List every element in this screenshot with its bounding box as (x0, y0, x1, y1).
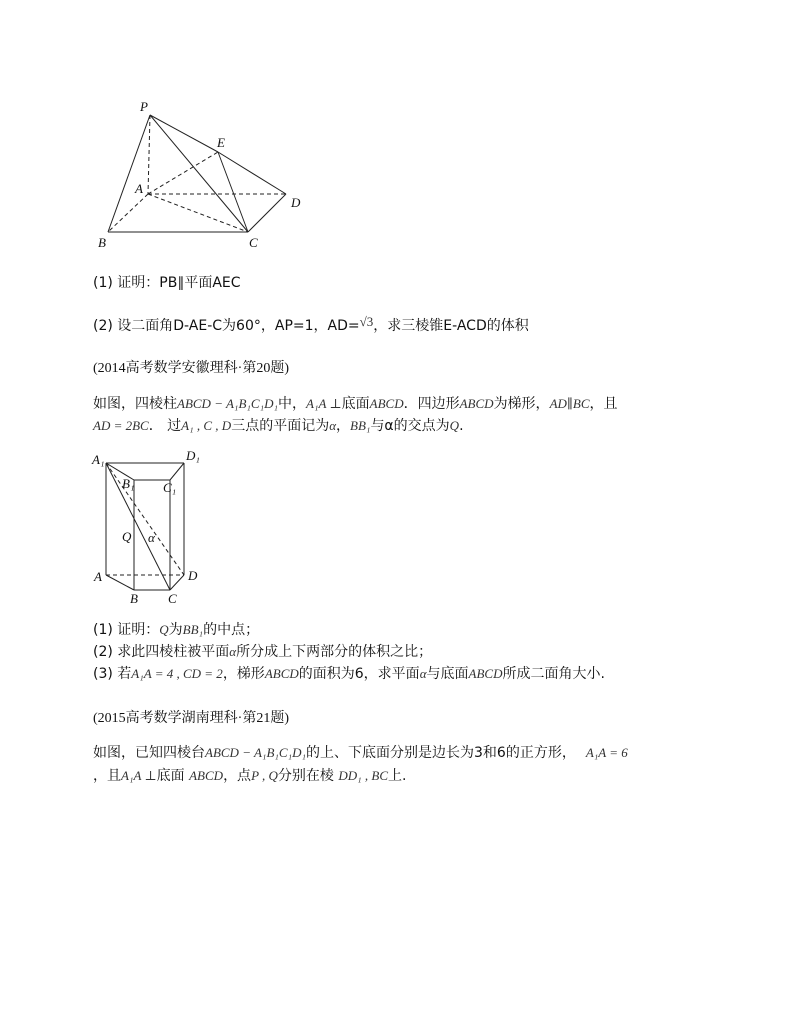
label-A1: A₁ (92, 452, 105, 467)
edge-AB (106, 575, 134, 590)
math: P , Q (251, 768, 278, 783)
math: A₁A ⊥ (306, 396, 342, 411)
math: A₁ , C , D (181, 418, 232, 433)
edge-CD (170, 575, 184, 590)
text: (1) 证明： (93, 622, 160, 638)
edge-A1C (106, 463, 170, 590)
text: . (459, 418, 464, 434)
label-P: P (140, 99, 148, 114)
label-C: C (249, 235, 258, 250)
text: 的面积为6，求平面 (298, 666, 420, 682)
figure-pyramid (90, 95, 310, 255)
label-D: D (291, 195, 301, 210)
problem2-statement-line2 (93, 417, 464, 435)
text: ，且 (93, 768, 121, 784)
problem3-source: (2015高考数学湖南理科·第21题) (93, 711, 289, 726)
text: 为梯形， (493, 396, 550, 412)
problem3-statement-line2 (93, 767, 407, 785)
text: 三点的平面记为 (231, 418, 330, 434)
text: 分别在棱 (277, 768, 339, 784)
text: 的上、下底面分别是边长为3和6的正方形， (306, 745, 576, 761)
math: α (419, 666, 427, 681)
text: 所分成上下两部分的体积之比； (236, 644, 433, 660)
text: 为 (168, 622, 183, 638)
problem2-source: (2014高考数学安徽理科·第20题) (93, 361, 289, 376)
edge-AE (148, 152, 218, 194)
text: 的中点； (203, 622, 260, 638)
math: ABCD (189, 768, 224, 783)
math: ABCD (369, 396, 404, 411)
label-D: D (188, 568, 198, 583)
problem1-question2 (93, 314, 529, 335)
text: (2) 求此四棱柱被平面 (93, 644, 230, 660)
text: ，梯形 (222, 666, 265, 682)
problem2-question1 (93, 621, 259, 639)
label-Q: Q (122, 529, 132, 544)
problem2-question2 (93, 643, 432, 661)
math: ABCD (459, 396, 494, 411)
label-E: E (217, 135, 225, 150)
math: ABCD (264, 666, 299, 681)
text: 如图，已知四棱台 (93, 745, 205, 761)
label-alpha: α (148, 530, 155, 545)
math: ABCD − A₁B₁C₁D₁ (205, 745, 306, 760)
text: 与α的交点为 (370, 418, 450, 434)
text: 如图，四棱柱 (93, 396, 177, 412)
edge-AB (108, 194, 148, 232)
label-A: A (94, 569, 102, 584)
edge-PA (148, 115, 150, 194)
math: Q (449, 418, 460, 433)
text: (3) 若 (93, 666, 132, 682)
text: ， (336, 418, 351, 434)
math: α (329, 418, 337, 433)
text: 与底面 (426, 666, 469, 682)
problem2-question3 (93, 665, 605, 683)
text: ． 过 (148, 418, 182, 434)
math: A₁A = 4 , CD = 2 (131, 666, 223, 681)
problem2-statement-line1 (93, 395, 618, 413)
label-B1: B₁ (122, 476, 135, 491)
edge-CD (248, 194, 286, 232)
math: Q (159, 622, 169, 637)
text: 中， (278, 396, 306, 412)
text: 所成二面角大小. (502, 666, 605, 682)
figure-prism (88, 450, 218, 610)
label-C1: C₁ (163, 480, 177, 495)
text: 底面 (156, 768, 190, 784)
label-B: B (130, 591, 138, 606)
text: ，点 (223, 768, 252, 784)
edge-PC (150, 115, 248, 232)
q2-suffix: ，求三棱锥E-ACD的体积 (373, 318, 529, 334)
math: AD = 2BC (93, 418, 149, 433)
math: α (229, 644, 237, 659)
text: ．四边形 (403, 396, 460, 412)
edge-PB (108, 115, 150, 232)
text: ，且 (589, 396, 618, 412)
edge-EC (218, 152, 248, 232)
math: BB₁ (350, 418, 371, 433)
edge-AC (148, 194, 248, 232)
q2-sqrt: √3 (359, 314, 374, 329)
math: A₁A = 6 (585, 745, 628, 760)
text: 上. (388, 768, 407, 784)
math: ABCD (468, 666, 503, 681)
problem1-question1: (1) 证明：PB∥平面AEC (93, 275, 241, 291)
math: ABCD − A₁B₁C₁D₁ (177, 396, 278, 411)
edge-C1D1 (170, 463, 184, 480)
math: BB₁ (182, 622, 204, 637)
edge-ED (218, 152, 286, 194)
label-D1: D₁ (186, 450, 200, 463)
problem3-statement-line1 (93, 744, 628, 762)
label-A: A (135, 181, 143, 196)
label-B: B (98, 235, 106, 250)
q2-prefix: (2) 设二面角D-AE-C为60°，AP=1，AD= (93, 318, 360, 334)
math: AD∥BC (549, 396, 590, 411)
text: 底面 (341, 396, 370, 412)
math: DD₁ , BC (338, 768, 389, 783)
edge-PE (150, 115, 218, 152)
label-C: C (168, 591, 177, 606)
math: A₁A ⊥ (121, 768, 157, 783)
